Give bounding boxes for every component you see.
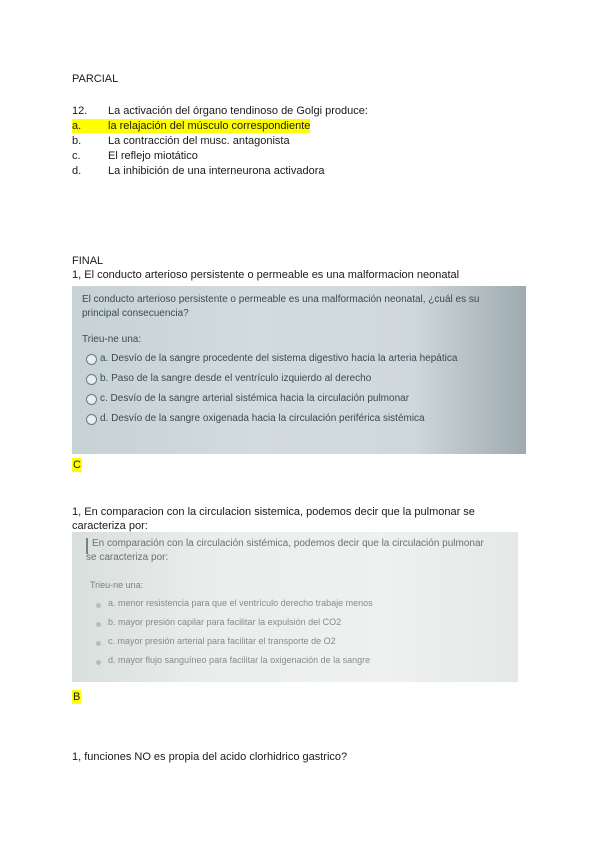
question-screenshot-2 [72, 532, 518, 682]
screenshot-option-c: c. mayor presión arterial para facilitar el transporte de O2 [108, 636, 336, 646]
option-text-a: la relajación del músculo correspondiente [108, 120, 311, 132]
screenshot-prompt: Trieu-ne una: [90, 580, 144, 590]
option-letter-c: c. [72, 150, 81, 162]
option-letter-b: b. [72, 135, 82, 147]
screenshot-prompt: Trieu-ne una: [82, 334, 142, 345]
final-question-2-line2: caracteriza por: [72, 520, 148, 532]
radio-icon [96, 622, 101, 627]
answer-label-2: B [73, 691, 81, 703]
section-title-parcial: PARCIAL [72, 73, 119, 85]
radio-icon [86, 394, 97, 405]
screenshot-option-b: b. mayor presión capilar para facilitar la expulsión del CO2 [108, 617, 342, 627]
option-text-b: La contracción del musc. antagonista [108, 135, 290, 147]
radio-icon [96, 641, 101, 646]
screenshot-option-d: d. Desvío de la sangre oxigenada hacia la circulación periférica sistémica [100, 413, 425, 424]
question-number: 12. [72, 105, 88, 117]
screenshot-question-line: En comparación con la circulación sistémica, podemos decir que la circulación pulmonar [92, 538, 484, 549]
screenshot-option-b: b. Paso de la sangre desde el ventrículo izquierdo al derecho [100, 373, 372, 384]
screenshot-question-line: se caracteriza por: [86, 552, 169, 563]
radio-icon [86, 414, 97, 425]
option-letter-d: d. [72, 165, 82, 177]
radio-icon [86, 354, 97, 365]
radio-icon [96, 603, 101, 608]
final-question-2-line1: 1, En comparacion con la circulacion sistemica, podemos decir que la pulmonar se [72, 506, 475, 518]
question-screenshot-1 [72, 286, 526, 454]
screenshot-question-line: El conducto arterioso persistente o permeable es una malformación neonatal, ¿cuál es su [82, 294, 480, 305]
final-question-1-text: 1, El conducto arterioso persistente o permeable es una malformacion neonatal [72, 269, 460, 281]
section-title-final: FINAL [72, 255, 104, 267]
screenshot-option-d: d. mayor flujo sanguíneo para facilitar la oxigenación de la sangre [108, 655, 371, 665]
final-question-3-text: 1, funciones NO es propia del acido clorhidrico gastrico? [72, 751, 348, 763]
screenshot-question-line: principal consecuencia? [82, 308, 189, 319]
screenshot-option-a: a. Desvío de la sangre procedente del sistema digestivo hacia la arteria hepática [100, 353, 458, 364]
screenshot-option-c: c. Desvío de la sangre arterial sistémica hacia la circulación pulmonar [100, 393, 410, 404]
option-letter-a: a. [72, 119, 108, 133]
radio-icon [86, 374, 97, 385]
option-text-d: La inhibición de una interneurona activadora [108, 165, 325, 177]
option-text-c: El reflejo miotático [108, 150, 198, 162]
screenshot-option-a: a. menor resistencia para que el ventrículo derecho trabaje menos [108, 598, 373, 608]
answer-label-1: C [73, 459, 81, 471]
radio-icon [96, 660, 101, 665]
question-text: La activación del órgano tendinoso de Golgi produce: [108, 105, 368, 117]
